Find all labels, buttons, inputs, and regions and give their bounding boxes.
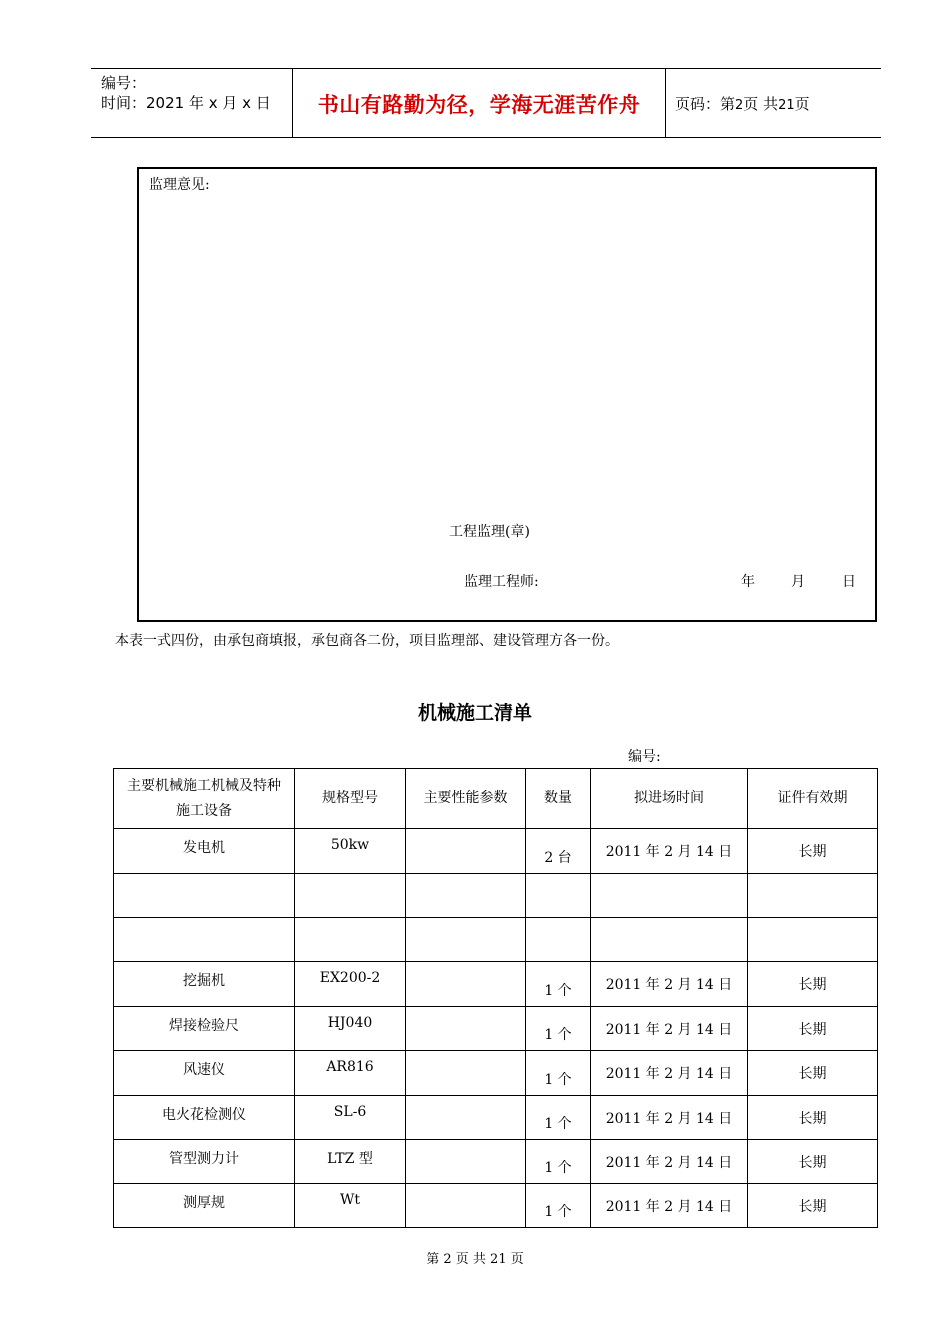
cell-validity [748, 874, 878, 918]
opinion-label: 监理意见: [149, 177, 210, 193]
header-cell-validity: 证件有效期 [748, 769, 878, 829]
cell-validity: 长期 [748, 1184, 878, 1228]
cell-params [406, 829, 526, 874]
cell-date: 2011 年 2 月 14 日 [591, 829, 748, 874]
table-row [114, 918, 878, 962]
cell-params [406, 918, 526, 962]
supervision-opinion-box [137, 167, 877, 622]
header-cell-model: 规格型号 [295, 769, 406, 829]
cell-date [591, 874, 748, 918]
cell-model: LTZ 型 [295, 1140, 406, 1184]
cell-validity: 长期 [748, 1140, 878, 1184]
cell-name: 焊接检验尺 [114, 1007, 295, 1051]
opinion-day: 日 [842, 574, 856, 590]
cell-model: AR816 [295, 1051, 406, 1096]
table-row [114, 1184, 878, 1228]
page-total: 21 [778, 98, 795, 113]
header-divider [665, 69, 666, 137]
cell-model [295, 874, 406, 918]
cell-name: 挖掘机 [114, 962, 295, 1007]
cell-params [406, 1096, 526, 1140]
table-row [114, 1007, 878, 1051]
cell-model: 50kw [295, 829, 406, 874]
header-cell-arrival: 拟进场时间 [591, 769, 748, 829]
cell-name [114, 918, 295, 962]
cell-qty: 1 个 [526, 1184, 591, 1228]
cell-params [406, 874, 526, 918]
page-suffix: 页 [794, 95, 810, 113]
cell-qty: 1 个 [526, 1140, 591, 1184]
table-row [114, 1051, 878, 1096]
cell-name: 风速仪 [114, 1051, 295, 1096]
cell-date: 2011 年 2 月 14 日 [591, 1096, 748, 1140]
page-mid: 页 共 [743, 95, 779, 113]
cell-validity [748, 918, 878, 962]
table-row [114, 1096, 878, 1140]
cell-params [406, 1051, 526, 1096]
table-row [114, 829, 878, 874]
distribution-note: 本表一式四份，由承包商填报，承包商各二份，项目监理部、建设管理方各一份。 [115, 633, 619, 649]
cell-model [295, 918, 406, 962]
list-serial-label: 编号: [628, 749, 661, 765]
header-cell-quantity: 数量 [526, 769, 591, 829]
cell-validity: 长期 [748, 1007, 878, 1051]
cell-model: Wt [295, 1184, 406, 1228]
list-title: 机械施工清单 [417, 702, 532, 724]
cell-qty: 1 个 [526, 1096, 591, 1140]
table-header-row [114, 769, 878, 829]
cell-qty: 1 个 [526, 1051, 591, 1096]
cell-name: 管型测力计 [114, 1140, 295, 1184]
table-row [114, 1140, 878, 1184]
header-serial-label: 编号： [101, 74, 147, 92]
table-row [114, 874, 878, 918]
table-row [114, 962, 878, 1007]
cell-validity: 长期 [748, 829, 878, 874]
page-current: 2 [735, 98, 744, 113]
cell-params [406, 1007, 526, 1051]
cell-name [114, 874, 295, 918]
cell-validity: 长期 [748, 1051, 878, 1096]
cell-params [406, 962, 526, 1007]
cell-date: 2011 年 2 月 14 日 [591, 1051, 748, 1096]
machinery-table [113, 768, 878, 1228]
header-time: 时间：2021 年 x 月 x 日 [101, 94, 271, 112]
cell-date: 2011 年 2 月 14 日 [591, 1140, 748, 1184]
cell-validity: 长期 [748, 962, 878, 1007]
cell-name: 电火花检测仪 [114, 1096, 295, 1140]
cell-model: HJ040 [295, 1007, 406, 1051]
cell-qty [526, 918, 591, 962]
cell-validity: 长期 [748, 1096, 878, 1140]
page-footer: 第 2 页 共 21 页 [426, 1252, 524, 1267]
cell-params [406, 1184, 526, 1228]
cell-qty: 1 个 [526, 1007, 591, 1051]
cell-params [406, 1140, 526, 1184]
header-cell-params: 主要性能参数 [406, 769, 526, 829]
opinion-stamp: 工程监理(章) [449, 524, 530, 540]
cell-date: 2011 年 2 月 14 日 [591, 1007, 748, 1051]
opinion-month: 月 [791, 574, 805, 590]
header-cell-equipment: 主要机械施工机械及特种施工设备 [114, 769, 295, 829]
page-prefix: 页码：第 [675, 95, 736, 113]
cell-model: EX200-2 [295, 962, 406, 1007]
cell-date [591, 918, 748, 962]
opinion-year: 年 [741, 574, 755, 590]
page-header [91, 68, 881, 138]
header-motto: 书山有路勤为径，学海无涯苦作舟 [317, 92, 641, 117]
cell-name: 测厚规 [114, 1184, 295, 1228]
cell-date: 2011 年 2 月 14 日 [591, 1184, 748, 1228]
cell-qty: 1 个 [526, 962, 591, 1007]
opinion-engineer: 监理工程师: [464, 574, 539, 590]
cell-qty: 2 台 [526, 829, 591, 874]
header-page-info [675, 93, 810, 114]
header-meta [101, 73, 271, 113]
cell-name: 发电机 [114, 829, 295, 874]
cell-qty [526, 874, 591, 918]
cell-model: SL-6 [295, 1096, 406, 1140]
cell-date: 2011 年 2 月 14 日 [591, 962, 748, 1007]
